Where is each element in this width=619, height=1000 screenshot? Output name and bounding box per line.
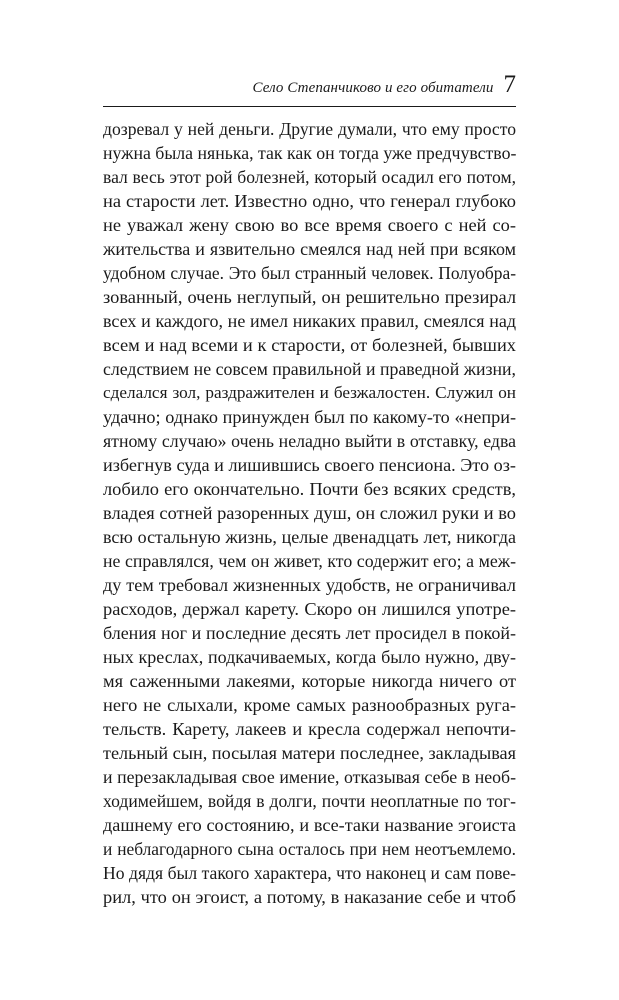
text-line: дозревал у ней деньги. Другие думали, что ему просто (103, 119, 516, 139)
text-line: ду тем требовал жизненных удобств, не ограничивал (103, 575, 516, 595)
text-line: рил, что он эгоист, а потому, в наказание себе и чтоб (103, 887, 516, 907)
text-line: всю остальную жизнь, целые двенадцать лет, никогда (103, 527, 516, 547)
text-line: и неблагодарного сына осталось при нем неотъемлемо. (103, 839, 516, 859)
text-line: вал весь этот рой болезней, который осадил его потом, (103, 167, 516, 187)
running-header-title: Село Степанчиково и его обитатели (252, 80, 494, 96)
text-line: не справлялся, чем он живет, кто содержит его; а меж- (103, 551, 516, 571)
text-line: избегнув суда и лишившись своего пенсиона. Это оз- (103, 455, 516, 475)
text-line: всех и каждого, не имел никаких правил, смеялся над (103, 311, 516, 331)
text-line: Но дядя был такого характера, что наконец и сам пове- (103, 863, 516, 883)
text-line: ятному случаю» очень неладно выйти в отставку, едва (103, 431, 516, 451)
text-line: тельств. Карету, лакеев и кресла содержал непочти- (103, 719, 516, 739)
page-number: 7 (503, 71, 516, 98)
running-header (103, 72, 516, 106)
text-line: следствием не совсем правильной и праведной жизни, (103, 359, 516, 379)
text-line: лобило его окончательно. Почти без всяких средств, (103, 479, 516, 499)
text-line: не уважал жену свою во все время своего с ней со- (103, 215, 516, 235)
text-line: мя саженными лакеями, которые никогда ничего от (103, 671, 516, 691)
text-line: нужна была нянька, так как он тогда уже предчувство- (103, 143, 517, 163)
text-line: дашнему его состоянию, и все-таки название эгоиста (103, 815, 516, 835)
text-line: жительства и язвительно смеялся над ней при всяком (103, 239, 516, 259)
text-line: удобном случае. Это был странный человек. Полуобра- (103, 263, 516, 283)
text-line: него не слыхали, кроме самых разнообразных руга- (103, 695, 516, 715)
text-line: зованный, очень неглупый, он решительно презирал (103, 287, 516, 307)
text-line: удачно; однако принужден был по какому-то «непри- (103, 407, 516, 427)
text-line: всем и над всеми и к старости, от болезней, бывших (103, 335, 516, 355)
text-line: бления ног и последние десять лет просидел в покой- (103, 623, 516, 643)
text-line: на старости лет. Известно одно, что генерал глубоко (103, 191, 516, 211)
body-text (103, 117, 516, 909)
text-line: тельный сын, посылая матери последнее, закладывая (103, 743, 516, 763)
text-line: расходов, держал карету. Скоро он лишился употре- (103, 599, 516, 619)
text-line: и перезакладывая свое имение, отказывая себе в необ- (103, 767, 516, 787)
text-line: сделался зол, раздражителен и безжалостен. Служил он (103, 383, 516, 402)
text-line: ходимейшем, войдя в долги, почти неоплатные по тог- (103, 791, 516, 811)
text-line: ных креслах, подкачиваемых, когда было нужно, дву- (103, 647, 516, 667)
text-line: владея сотней разоренных душ, он сложил руки и во (103, 503, 516, 523)
header-rule (103, 106, 516, 107)
